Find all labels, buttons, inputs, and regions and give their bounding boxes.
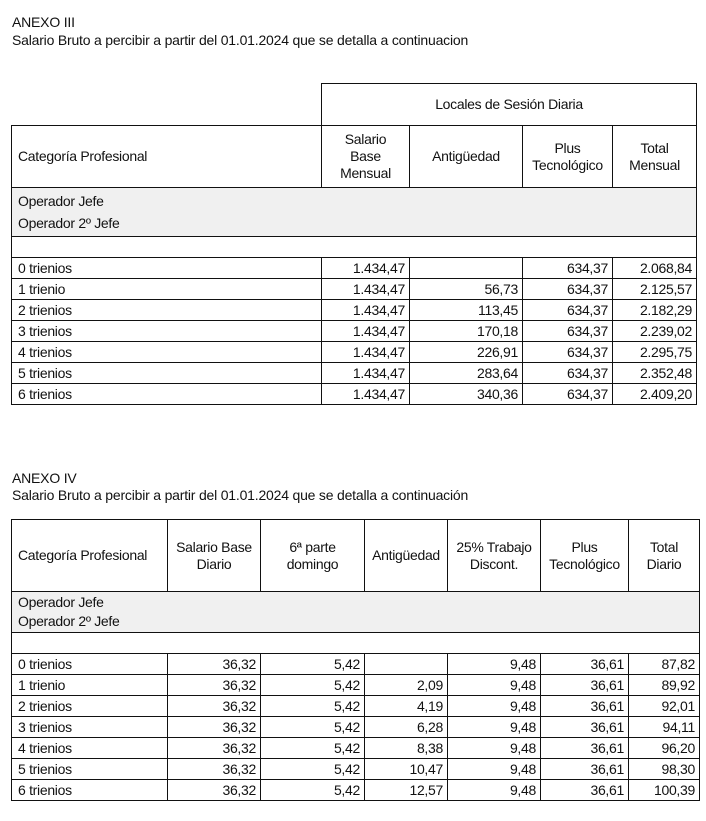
sexta-parte-value: 5,42 bbox=[261, 696, 365, 717]
plus-value: 36,61 bbox=[541, 696, 629, 717]
salario-base-value: 36,32 bbox=[168, 738, 261, 759]
category-operador-jefe: Operador Jefe bbox=[18, 193, 104, 209]
sexta-parte-value: 5,42 bbox=[261, 717, 365, 738]
antiguedad-value: 170,18 bbox=[410, 321, 523, 342]
antiguedad-value: 113,45 bbox=[410, 300, 523, 321]
salario-base-value: 1.434,47 bbox=[322, 342, 410, 363]
plus-value: 634,37 bbox=[523, 258, 613, 279]
row-label: 2 trienios bbox=[12, 696, 168, 717]
total-value: 92,01 bbox=[629, 696, 700, 717]
antiguedad-value: 12,57 bbox=[365, 780, 448, 801]
row-label: 5 trienios bbox=[12, 759, 168, 780]
table-row bbox=[12, 279, 697, 300]
salario-base-value: 1.434,47 bbox=[322, 300, 410, 321]
plus-value: 634,37 bbox=[523, 342, 613, 363]
salario-base-value: 1.434,47 bbox=[322, 321, 410, 342]
plus-value: 36,61 bbox=[541, 654, 629, 675]
column-header-sexta-parte-domingo: 6ª parte domingo bbox=[261, 520, 365, 592]
row-label: 3 trienios bbox=[12, 717, 168, 738]
spacer-row bbox=[12, 633, 700, 654]
table-row bbox=[12, 654, 700, 675]
column-header-antiguedad: Antigüedad bbox=[365, 520, 448, 592]
plus-value: 36,61 bbox=[541, 738, 629, 759]
column-header-salario-base-diario: Salario Base Diario bbox=[168, 520, 261, 592]
salario-base-value: 1.434,47 bbox=[322, 363, 410, 384]
table-row bbox=[12, 258, 697, 279]
trabajo-discont-value: 9,48 bbox=[448, 738, 541, 759]
table-row bbox=[12, 363, 697, 384]
category-cell bbox=[12, 592, 700, 633]
column-header-salario-base: Salario Base Mensual bbox=[322, 126, 410, 188]
antiguedad-value: 340,36 bbox=[410, 384, 523, 405]
column-header-plus-tecnologico: Plus Tecnológico bbox=[523, 126, 613, 188]
plus-value: 36,61 bbox=[541, 759, 629, 780]
anexo-4-title: ANEXO IV bbox=[12, 470, 77, 486]
total-value: 2.409,20 bbox=[613, 384, 697, 405]
total-value: 100,39 bbox=[629, 780, 700, 801]
plus-value: 634,37 bbox=[523, 363, 613, 384]
sexta-parte-value: 5,42 bbox=[261, 738, 365, 759]
category-operador-jefe: Operador Jefe bbox=[18, 594, 104, 610]
plus-value: 36,61 bbox=[541, 780, 629, 801]
table-row bbox=[12, 675, 700, 696]
plus-value: 634,37 bbox=[523, 321, 613, 342]
row-label: 3 trienios bbox=[12, 321, 322, 342]
salario-base-value: 1.434,47 bbox=[322, 279, 410, 300]
plus-value: 634,37 bbox=[523, 279, 613, 300]
salario-base-value: 1.434,47 bbox=[322, 258, 410, 279]
anexo-3-table bbox=[11, 83, 697, 405]
antiguedad-value: 2,09 bbox=[365, 675, 448, 696]
table-row bbox=[12, 717, 700, 738]
table-row bbox=[12, 342, 697, 363]
row-label: 6 trienios bbox=[12, 780, 168, 801]
salario-base-value: 1.434,47 bbox=[322, 384, 410, 405]
table-row bbox=[12, 321, 697, 342]
group-header-locales: Locales de Sesión Diaria bbox=[322, 84, 697, 126]
total-value: 2.239,02 bbox=[613, 321, 697, 342]
column-header-categoria: Categoría Profesional bbox=[12, 520, 168, 592]
anexo-3-title: ANEXO III bbox=[12, 14, 75, 30]
salario-base-value: 36,32 bbox=[168, 759, 261, 780]
row-label: 0 trienios bbox=[12, 258, 322, 279]
row-label: 4 trienios bbox=[12, 738, 168, 759]
row-label: 4 trienios bbox=[12, 342, 322, 363]
trabajo-discont-value: 9,48 bbox=[448, 654, 541, 675]
column-header-total-mensual: Total Mensual bbox=[613, 126, 697, 188]
row-label: 2 trienios bbox=[12, 300, 322, 321]
table-row bbox=[12, 696, 700, 717]
plus-value: 634,37 bbox=[523, 384, 613, 405]
row-label: 1 trienio bbox=[12, 675, 168, 696]
total-value: 89,92 bbox=[629, 675, 700, 696]
trabajo-discont-value: 9,48 bbox=[448, 675, 541, 696]
antiguedad-value: 283,64 bbox=[410, 363, 523, 384]
antiguedad-value: 4,19 bbox=[365, 696, 448, 717]
plus-value: 36,61 bbox=[541, 675, 629, 696]
antiguedad-value: 226,91 bbox=[410, 342, 523, 363]
antiguedad-value: 56,73 bbox=[410, 279, 523, 300]
antiguedad-value: 10,47 bbox=[365, 759, 448, 780]
sexta-parte-value: 5,42 bbox=[261, 759, 365, 780]
total-value: 2.352,48 bbox=[613, 363, 697, 384]
total-value: 2.182,29 bbox=[613, 300, 697, 321]
total-value: 2.125,57 bbox=[613, 279, 697, 300]
table-row bbox=[12, 300, 697, 321]
salario-base-value: 36,32 bbox=[168, 675, 261, 696]
sexta-parte-value: 5,42 bbox=[261, 675, 365, 696]
total-value: 2.068,84 bbox=[613, 258, 697, 279]
sexta-parte-value: 5,42 bbox=[261, 654, 365, 675]
total-value: 2.295,75 bbox=[613, 342, 697, 363]
trabajo-discont-value: 9,48 bbox=[448, 780, 541, 801]
row-label: 5 trienios bbox=[12, 363, 322, 384]
category-operador-2-jefe: Operador 2º Jefe bbox=[18, 215, 120, 231]
salario-base-value: 36,32 bbox=[168, 696, 261, 717]
table-row bbox=[12, 780, 700, 801]
column-header-total-diario: Total Diario bbox=[629, 520, 700, 592]
table-row bbox=[12, 384, 697, 405]
plus-value: 36,61 bbox=[541, 717, 629, 738]
column-header-antiguedad: Antigüedad bbox=[410, 126, 523, 188]
antiguedad-value: 8,38 bbox=[365, 738, 448, 759]
row-label: 1 trienio bbox=[12, 279, 322, 300]
total-value: 96,20 bbox=[629, 738, 700, 759]
trabajo-discont-value: 9,48 bbox=[448, 696, 541, 717]
row-label: 6 trienios bbox=[12, 384, 322, 405]
column-header-plus-tecnologico: Plus Tecnológico bbox=[541, 520, 629, 592]
table-row bbox=[12, 759, 700, 780]
row-label: 0 trienios bbox=[12, 654, 168, 675]
trabajo-discont-value: 9,48 bbox=[448, 759, 541, 780]
anexo-4-table bbox=[11, 519, 700, 801]
total-value: 98,30 bbox=[629, 759, 700, 780]
anexo-3-subtitle: Salario Bruto a percibir a partir del 01.01.2024 que se detalla a continuacion bbox=[12, 32, 469, 48]
salario-base-value: 36,32 bbox=[168, 780, 261, 801]
trabajo-discont-value: 9,48 bbox=[448, 717, 541, 738]
column-header-trabajo-discont: 25% Trabajo Discont. bbox=[448, 520, 541, 592]
antiguedad-value: 6,28 bbox=[365, 717, 448, 738]
anexo-4-subtitle: Salario Bruto a percibir a partir del 01.01.2024 que se detalla a continuación bbox=[12, 487, 469, 503]
antiguedad-value bbox=[365, 654, 448, 675]
salario-base-value: 36,32 bbox=[168, 717, 261, 738]
category-operador-2-jefe: Operador 2º Jefe bbox=[18, 613, 120, 629]
category-cell bbox=[12, 188, 697, 237]
total-value: 87,82 bbox=[629, 654, 700, 675]
column-header-categoria: Categoría Profesional bbox=[12, 126, 322, 188]
antiguedad-value bbox=[410, 258, 523, 279]
plus-value: 634,37 bbox=[523, 300, 613, 321]
total-value: 94,11 bbox=[629, 717, 700, 738]
salario-base-value: 36,32 bbox=[168, 654, 261, 675]
spacer-row bbox=[12, 237, 697, 258]
table-row bbox=[12, 738, 700, 759]
sexta-parte-value: 5,42 bbox=[261, 780, 365, 801]
